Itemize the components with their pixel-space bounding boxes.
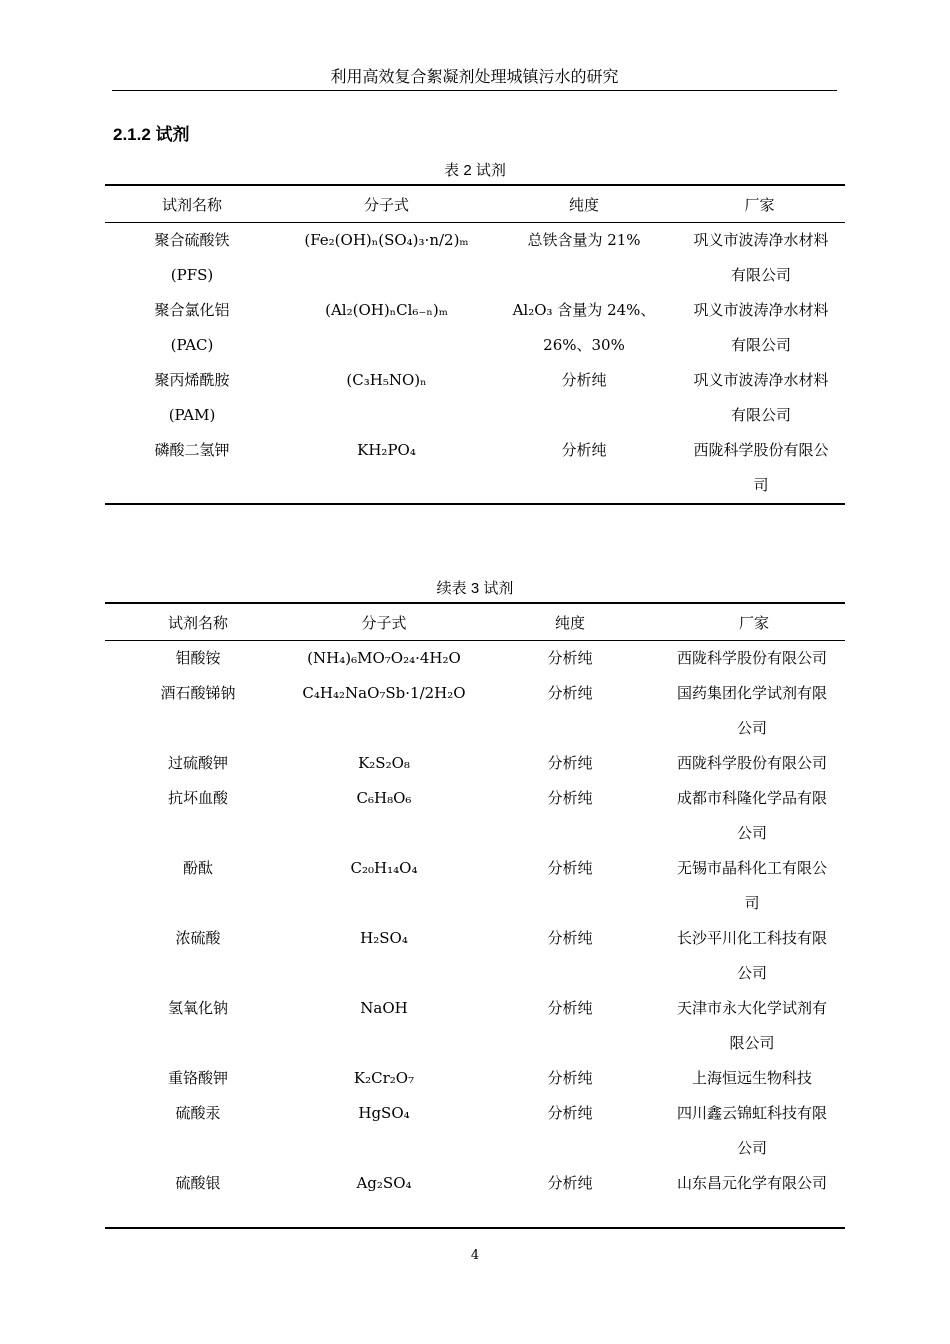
column-header-purity: 纯度: [494, 185, 674, 223]
reagent-formula: KH₂PO₄: [357, 441, 416, 459]
reagent-table-1: [105, 184, 845, 503]
vendor-text: 四川鑫云锦虹科技有限 公司: [676, 1104, 827, 1157]
column-header-formula: 分子式: [291, 603, 477, 641]
column-header-vendor: 厂家: [663, 603, 845, 641]
reagent-name: 聚合氯化铝 (PAC): [154, 301, 230, 354]
vendor-text: 西陇科学股份有限公司: [676, 754, 827, 772]
table-row: [105, 921, 845, 991]
reagent-purity: 分析纯: [547, 999, 593, 1017]
vendor-text: 无锡市晶科化工有限公 司: [676, 859, 827, 912]
reagent-name: 磷酸二氢钾: [154, 441, 230, 459]
reagent-formula: (Al₂(OH)ₙCl₆₋ₙ)ₘ: [325, 301, 448, 319]
reagent-purity: 分析纯: [547, 929, 593, 947]
reagent-purity: 分析纯: [547, 1069, 593, 1087]
reagent-formula: (Fe₂(OH)ₙ(SO₄)₃·n/2)ₘ: [304, 231, 469, 249]
reagent-name: 酚酞: [182, 859, 213, 877]
column-header-purity: 纯度: [477, 603, 663, 641]
reagent-formula: C₂₀H₁₄O₄: [350, 859, 418, 877]
table1-bottom-rule: [105, 503, 845, 505]
table-row: [105, 781, 845, 851]
vendor-text: 国药集团化学试剂有限 公司: [676, 684, 827, 737]
reagent-purity: 分析纯: [547, 754, 593, 772]
table-row: [105, 676, 845, 746]
column-header-name: 试剂名称: [105, 603, 291, 641]
reagent-purity: 分析纯: [547, 859, 593, 877]
reagent-vendor: [663, 641, 845, 677]
reagent-name: 氢氧化钠: [167, 999, 228, 1017]
reagent-name: 过硫酸钾: [167, 754, 228, 772]
reagent-formula: Ag₂SO₄: [356, 1174, 412, 1192]
table-row: [105, 293, 845, 363]
column-header-formula: 分子式: [279, 185, 494, 223]
table-row: [105, 1061, 845, 1096]
reagent-vendor: [663, 746, 845, 781]
reagent-vendor: [663, 1096, 845, 1166]
reagent-name: 聚合硫酸铁 (PFS): [154, 231, 230, 284]
reagent-purity: 分析纯: [547, 684, 593, 702]
reagent-formula: C₆H₈O₆: [356, 789, 412, 807]
reagent-vendor: [663, 676, 845, 746]
reagent-formula: HgSO₄: [358, 1104, 410, 1122]
reagent-formula: (C₃H₅NO)ₙ: [346, 371, 427, 389]
table-header-row: [105, 185, 845, 223]
reagent-vendor: [663, 1166, 845, 1201]
vendor-text: 山东昌元化学有限公司: [676, 1174, 827, 1192]
vendor-text: 巩义市波涛净水材料 有限公司: [693, 231, 829, 284]
reagent-vendor: [663, 781, 845, 851]
table-row: [105, 433, 845, 503]
reagent-purity: 分析纯: [547, 1104, 593, 1122]
column-header-vendor: 厂家: [674, 185, 845, 223]
page-number: 4: [470, 1248, 480, 1263]
running-header: 利用高效复合絮凝剂处理城镇污水的研究: [112, 66, 837, 91]
reagent-purity: 分析纯: [561, 441, 607, 459]
reagent-formula: (NH₄)₆MO₇O₂₄·4H₂O: [307, 649, 461, 667]
table-row: [105, 1096, 845, 1166]
reagent-formula: C₄H₄₂NaO₇Sb·1/2H₂O: [302, 684, 466, 702]
vendor-text: 西陇科学股份有限公 司: [693, 441, 829, 494]
table-row: [105, 223, 845, 294]
table1-caption: 表 2 试剂: [444, 162, 506, 179]
table-header-row: [105, 603, 845, 641]
reagent-name: 硫酸汞: [175, 1104, 221, 1122]
vendor-text: 长沙平川化工科技有限 公司: [676, 929, 827, 982]
vendor-text: 天津市永大化学试剂有 限公司: [676, 999, 827, 1052]
reagent-vendor: [663, 921, 845, 991]
table-row: [105, 1166, 845, 1201]
reagent-vendor: [663, 991, 845, 1061]
reagent-vendor: [663, 851, 845, 921]
reagent-formula: K₂Cr₂O₇: [353, 1069, 415, 1087]
reagent-formula: K₂S₂O₈: [358, 754, 410, 772]
table-row: [105, 851, 845, 921]
reagent-name: 酒石酸锑钠: [160, 684, 236, 702]
reagent-vendor: [674, 293, 845, 363]
reagent-purity: Al₂O₃ 含量为 24%、 26%、30%: [512, 301, 656, 354]
reagent-purity: 总铁含量为 21%: [527, 231, 641, 249]
reagent-vendor: [674, 223, 845, 294]
column-header-name: 试剂名称: [105, 185, 279, 223]
reagent-formula: H₂SO₄: [360, 929, 408, 947]
reagent-purity: 分析纯: [547, 789, 593, 807]
table2-caption: 续表 3 试剂: [436, 580, 514, 597]
reagent-name: 重铬酸钾: [167, 1069, 228, 1087]
reagent-name: 聚丙烯酰胺 (PAM): [154, 371, 230, 424]
reagent-name: 抗坏血酸: [167, 789, 228, 807]
vendor-text: 上海恒远生物科技: [691, 1069, 812, 1087]
reagent-name: 钼酸铵: [175, 649, 221, 667]
vendor-text: 巩义市波涛净水材料 有限公司: [693, 301, 829, 354]
table-row: [105, 641, 845, 677]
reagent-vendor: [674, 433, 845, 503]
reagent-vendor: [663, 1061, 845, 1096]
vendor-text: 巩义市波涛净水材料 有限公司: [693, 371, 829, 424]
reagent-name: 浓硫酸: [175, 929, 221, 947]
vendor-text: 成都市科隆化学品有限 公司: [676, 789, 827, 842]
table2-bottom-rule: [105, 1227, 845, 1229]
reagent-table-2: [105, 602, 845, 1201]
reagent-name: 硫酸银: [175, 1174, 221, 1192]
reagent-purity: 分析纯: [547, 1174, 593, 1192]
table-row: [105, 363, 845, 433]
reagent-purity: 分析纯: [561, 371, 607, 389]
table-row: [105, 746, 845, 781]
reagent-formula: NaOH: [360, 999, 408, 1017]
reagent-purity: 分析纯: [547, 649, 593, 667]
table-row: [105, 991, 845, 1061]
section-heading: 2.1.2 试剂: [113, 125, 190, 144]
vendor-text: 西陇科学股份有限公司: [676, 649, 827, 667]
reagent-vendor: [674, 363, 845, 433]
